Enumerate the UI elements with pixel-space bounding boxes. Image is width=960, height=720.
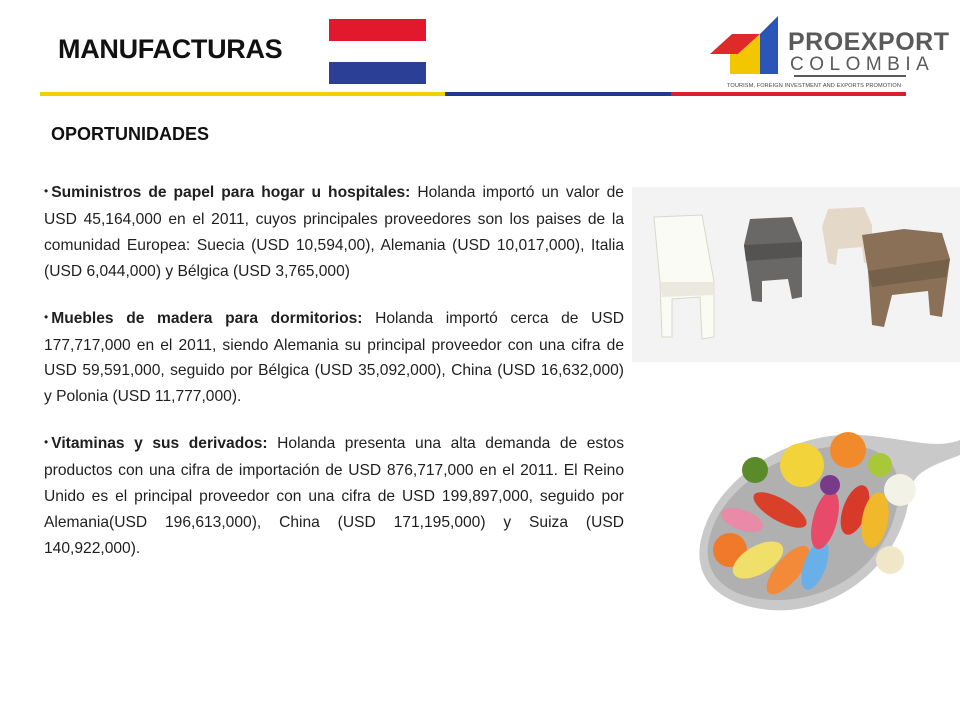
item-text: Holanda importó cerca de USD 177,717,000 en el 2011, siendo Alemania su principal proveedor con una cifra de USD 59,591,000, seguido por Bélgica (USD 35,092,000), China (USD 16,632,000) y Polonia (USD 11,777,000). <box>44 309 624 406</box>
proexport-logo-icon <box>708 14 788 84</box>
logo-wordmark: PROEXPORT <box>788 28 950 56</box>
list-item <box>44 180 624 285</box>
bullet-icon: • <box>44 309 49 324</box>
chairs-image <box>632 187 960 362</box>
bullet-icon: • <box>44 184 49 198</box>
list-item <box>44 431 624 562</box>
netherlands-flag <box>329 19 426 84</box>
item-heading: Vitaminas y sus derivados: <box>51 435 268 453</box>
logo-country: COLOMBIA <box>790 54 935 75</box>
bullet-icon: • <box>44 435 49 450</box>
logo-tagline: TOURISM, FOREIGN INVESTMENT AND EXPORTS PROMOTION <box>727 83 901 89</box>
logo-underline <box>794 75 906 77</box>
opportunities-list <box>44 180 624 583</box>
item-text: Holanda presenta una alta demanda de estos productos con una cifra de importación de USD 876,717,000 en el 2011. El Reino Unido es el principal proveedor con una cifra de USD 199,897,000, seguido por Alemania(USD 196,613,000), China (USD 171,195,000) y Suiza (USD 140,922,000). <box>44 435 624 557</box>
list-item <box>44 306 624 411</box>
page-title: MANUFACTURAS <box>58 34 283 64</box>
proexport-logo <box>708 14 950 94</box>
item-heading: Suministros de papel para hogar u hospitales: <box>51 184 411 201</box>
item-heading: Muebles de madera para dormitorios: <box>51 309 363 327</box>
item-text: Holanda importó un valor de USD 45,164,000 en el 2011, cuyos principales proveedores son los paises de la comunidad Europea: Suecia (USD 10,594,00), Alemania (USD 10,017,000), Italia (USD 6,044,000) y Bélgica (USD 3,765,000) <box>44 184 624 280</box>
vitamins-spoon-image <box>690 410 960 640</box>
section-title: OPORTUNIDADES <box>51 124 210 144</box>
